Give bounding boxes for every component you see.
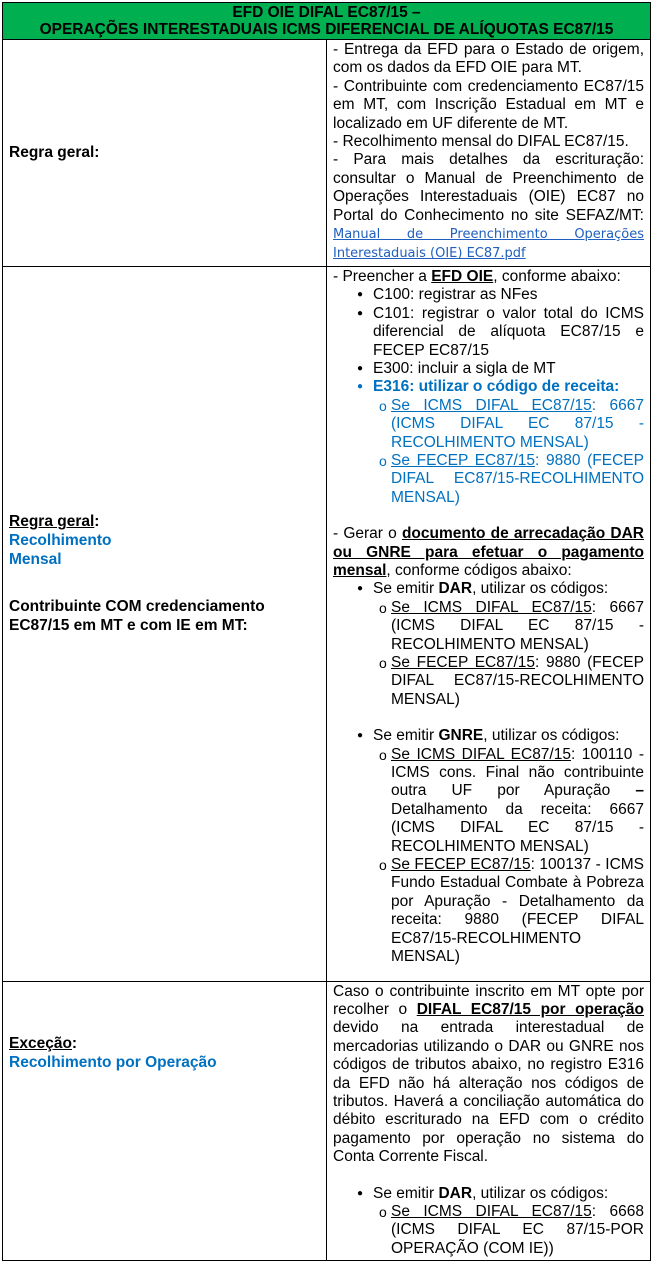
spacer <box>333 1167 644 1185</box>
header-line-1: EFD OIE DIFAL EC87/15 – <box>232 4 421 21</box>
list-item: ● C101: registrar o valor total do ICMS diferencial de alíquota EC87/15 e FECEP EC87/15 <box>359 305 644 360</box>
row2-label-mensal: Mensal <box>9 551 62 569</box>
spacer <box>333 709 644 727</box>
row3-dar-list <box>333 1185 644 1259</box>
row2-gnre-1a: Se ICMS DIFAL EC87/15 <box>391 745 571 763</box>
row3-label <box>3 981 327 1261</box>
row3-p-pre: Caso o contribuinte inscrito em MT opte por recolher o <box>333 982 644 1018</box>
row3-dar-1b: : 6668 (ICMS DIFAL EC 87/15-POR OPERAÇÃO (COM IE)) <box>391 1202 644 1257</box>
row2-gnre-1d: Detalhamento da receita: 6667 (ICMS DIFAL EC 87/15 - RECOLHIMENTO MENSAL) <box>391 800 644 855</box>
row2-label-regra <box>9 512 322 531</box>
list-item <box>379 1203 644 1258</box>
row2-gnre-list <box>333 727 644 966</box>
row2-gnre-1c: – <box>635 782 644 800</box>
row3-dar-post: , utilizar os códigos: <box>472 1184 609 1202</box>
header-row <box>3 3 651 40</box>
list-item <box>379 856 644 966</box>
row2-s2-pre: - Gerar o <box>333 525 402 543</box>
row2-s2-post: , conforme códigos abaixo: <box>386 561 572 579</box>
row2-e316-1b: : 6667 (ICMS DIFAL EC 87/15 - RECOLHIMENTO MENSAL) <box>391 396 644 451</box>
row2-label-regra-text: Regra geral <box>9 513 95 531</box>
row2-gnre-sublist <box>373 746 644 967</box>
row2-dar-1b: : 6667 (ICMS DIFAL EC 87/15 - RECOLHIMENTO MENSAL) <box>391 598 644 653</box>
list-item <box>379 746 644 856</box>
row2-dar-sublist <box>373 599 644 709</box>
row2-dar-2b: : 9880 (FECEP DIFAL EC87/15-RECOLHIMENTO MENSAL) <box>391 654 644 708</box>
row3-label-colon: : <box>71 1034 78 1052</box>
row3-label-recolhimento: Recolhimento por Operação <box>9 1053 217 1071</box>
row3-paragraph <box>333 983 644 1167</box>
manual-link[interactable]: Manual de Preenchimento Operações Interestaduais (OIE) EC87.pdf <box>333 227 644 262</box>
efd-oie-table <box>2 2 651 1261</box>
row2-s1-post: , conforme abaixo: <box>493 267 621 285</box>
row2-s2-bold: documento de arrecadação DAR ou GNRE para efetuar o pagamento mensal <box>333 525 644 579</box>
row2-gnre-2a: Se FECEP EC87/15 <box>391 856 531 874</box>
row2-dar-bold: DAR <box>438 580 473 598</box>
row2-content <box>327 266 651 981</box>
row2-gnre-post: , utilizar os códigos: <box>483 727 620 745</box>
spacer <box>333 967 644 979</box>
list-item <box>379 654 644 709</box>
row1-label-text: Regra geral: <box>9 144 100 162</box>
row2-e316-1a: Se ICMS DIFAL EC87/15 <box>391 396 592 414</box>
row1-paragraph-2: - Contribuinte com credenciamento EC87/15 em MT, com Inscrição Estadual em MT e localizado em UF diferente de MT. <box>333 77 644 132</box>
row-recolhimento-mensal <box>3 266 651 981</box>
list-item <box>379 452 644 507</box>
row2-gnre-pre: Se emitir <box>373 727 439 745</box>
spacer <box>333 507 644 525</box>
row3-dar-bold: DAR <box>438 1184 473 1202</box>
list-item <box>359 1185 644 1259</box>
row2-efd-list <box>333 286 644 507</box>
header-line-2: OPERAÇÕES INTERESTADUAIS ICMS DIFERENCIAL DE ALÍQUOTAS EC87/15 <box>39 21 614 38</box>
row2-gnre-bold: GNRE <box>438 727 484 745</box>
row3-dar-sublist <box>373 1203 644 1258</box>
row2-section-dar-gnre <box>333 525 644 580</box>
row1-paragraph-1: - Entrega da EFD para o Estado de origem, com os dados da EFD OIE para MT. <box>333 41 644 77</box>
row3-dar-1a: Se ICMS DIFAL EC87/15 <box>391 1202 592 1220</box>
row2-gnre-1b: : 100110 - ICMS cons. Final não contribuinte outra UF por Apuração <box>391 745 644 800</box>
row1-content <box>327 40 651 267</box>
list-item <box>359 727 644 966</box>
list-item <box>379 397 644 452</box>
row2-section-efd <box>333 268 644 286</box>
row-excecao <box>3 981 651 1261</box>
row2-dar-pre: Se emitir <box>373 580 439 598</box>
row1-paragraph-4 <box>333 151 644 263</box>
row2-gnre-2b: : 100137 - ICMS Fundo Estadual Combate à Pobreza por Apuração - Detalhamento da receita: 9880 (FECEP DIFAL EC87/15-RECOLHIMENTO MENSAL) <box>391 856 645 966</box>
row2-dar-list <box>333 580 644 709</box>
row2-e316-2a: Se FECEP EC87/15 <box>391 451 536 469</box>
row2-label-colon: : <box>94 513 100 531</box>
row3-label-excecao <box>9 1034 322 1053</box>
row3-content <box>327 981 651 1261</box>
row2-e316-2b: : 9880 (FECEP DIFAL EC87/15-RECOLHIMENTO MENSAL) <box>391 451 644 506</box>
row2-s1-pre: - Preencher a <box>333 267 432 285</box>
row2-e316-text: E316: utilizar o código de receita: <box>373 378 620 396</box>
list-item: ● C100: registrar as NFes <box>359 286 644 304</box>
row3-p-bold: DIFAL EC87/15 por operação <box>416 1000 645 1018</box>
row2-dar-post: , utilizar os códigos: <box>472 580 609 598</box>
row2-dar-1a: Se ICMS DIFAL EC87/15 <box>391 598 592 616</box>
row3-p-post: devido na entrada interestadual de mercadorias utilizando o DAR ou GNRE nos códigos de tributos abaixo, no registro E316 da EFD não há alteração nos códigos de tributos. Haverá a conciliação automática do débito escriturado na EFD com o crédito pagamento por operação no sistema do Conta Corrente Fiscal. <box>333 1019 644 1166</box>
row2-label <box>3 266 327 981</box>
row2-label-contribuinte: Contribuinte COM credenciamento EC87/15 em MT e com IE em MT: <box>9 598 265 635</box>
table-header <box>3 3 651 40</box>
row3-dar-pre: Se emitir <box>373 1184 439 1202</box>
list-item <box>379 599 644 654</box>
row2-s1-bold: EFD OIE <box>431 267 494 285</box>
list-item: ● E300: incluir a sigla de MT <box>359 360 644 378</box>
row3-label-excecao-text: Exceção <box>9 1034 72 1052</box>
list-item <box>359 580 644 709</box>
row2-e316-sublist <box>373 397 644 507</box>
list-item <box>359 378 644 507</box>
row2-label-recolhimento: Recolhimento <box>9 532 112 550</box>
row1-paragraph-3: - Recolhimento mensal do DIFAL EC87/15. <box>333 133 629 151</box>
row-regra-geral <box>3 40 651 267</box>
row1-label <box>3 40 327 267</box>
row2-dar-2a: Se FECEP EC87/15 <box>391 654 536 671</box>
row1-paragraph-4-text: - Para mais detalhes da escrituração: consultar o Manual de Preenchimento de Operações Interestaduais (OIE) EC87 no Portal do Conhecimento no site SEFAZ/MT: <box>333 151 644 224</box>
